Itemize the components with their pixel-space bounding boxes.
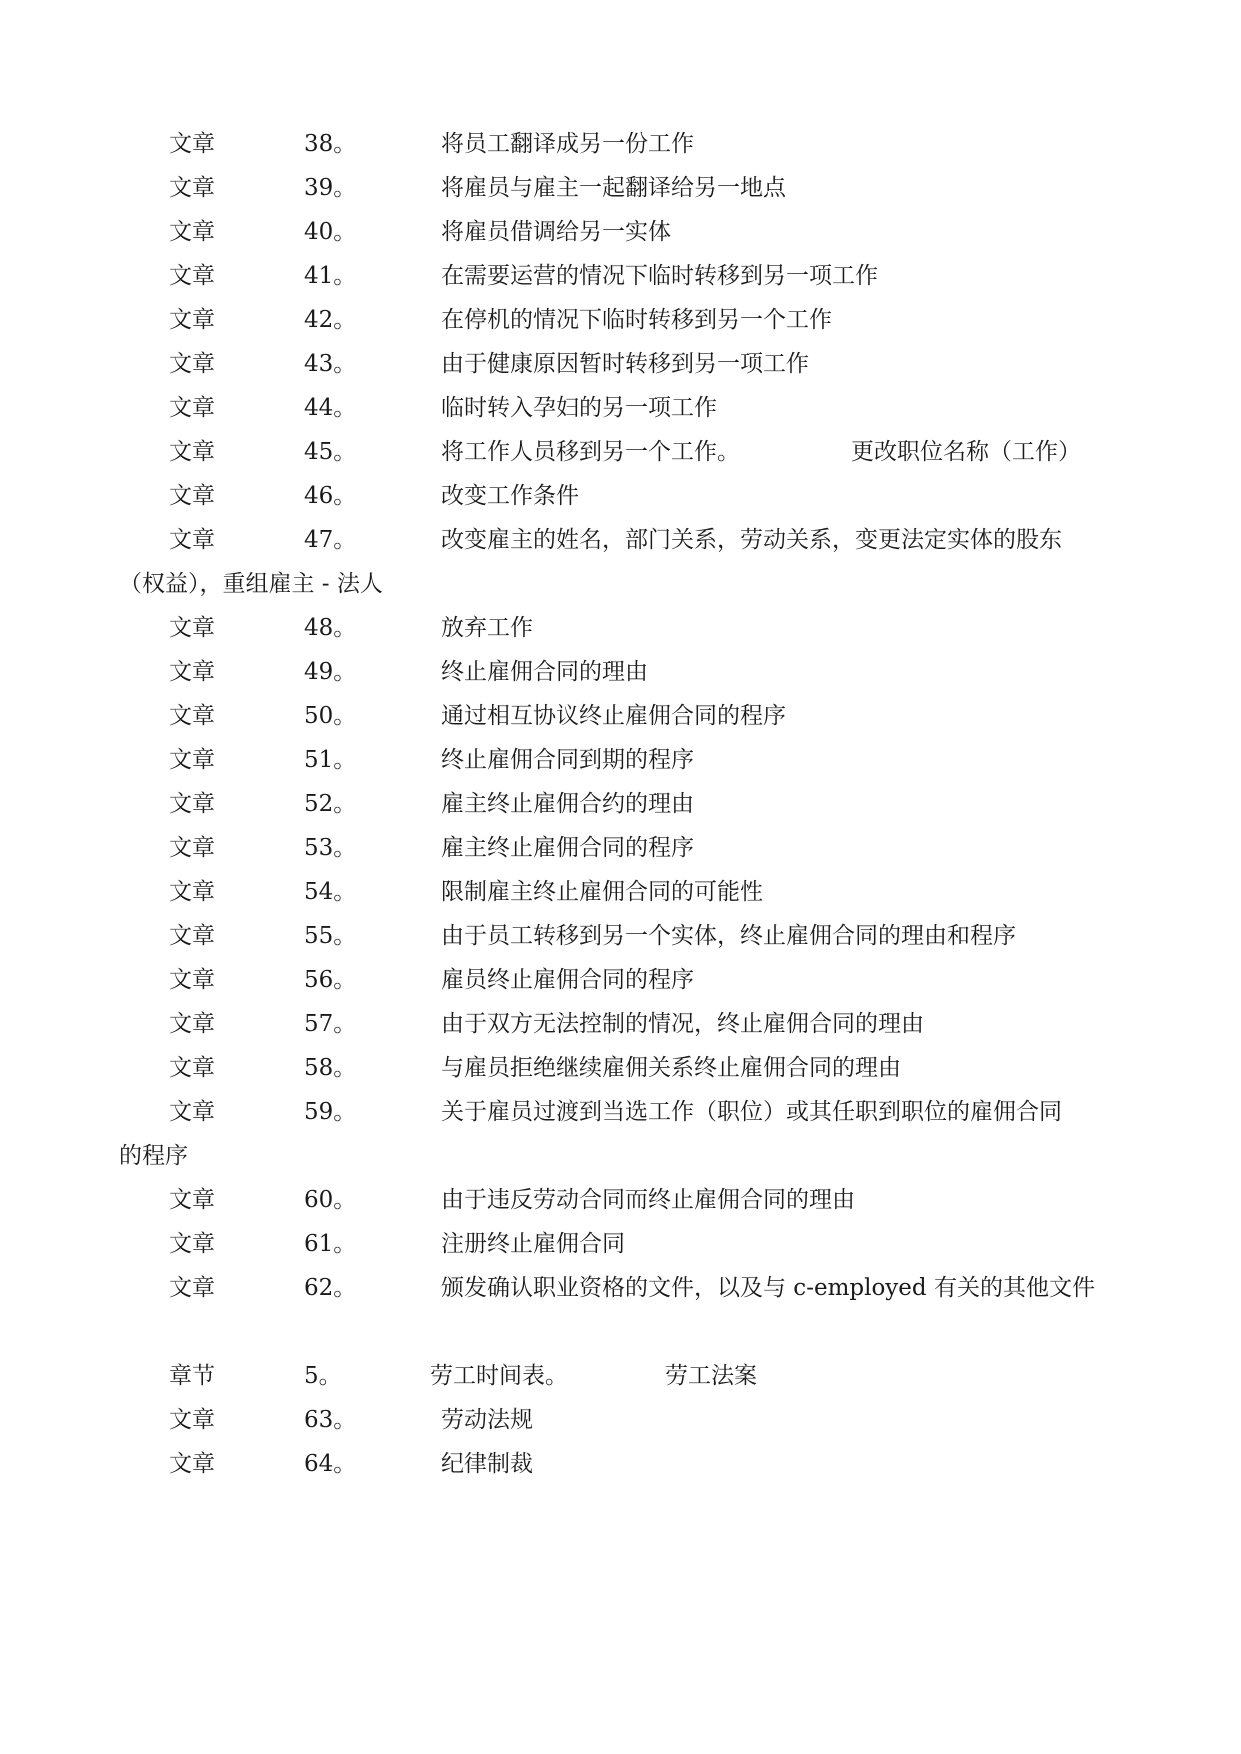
article-title: 纪律制裁 [441,1451,533,1477]
article-title: 由于双方无法控制的情况，终止雇佣合同的理由 [441,1011,924,1037]
chapter-label: 章节 [169,1363,215,1389]
article-label: 文章 [169,703,215,729]
article-number: 48。 [304,615,357,641]
article-title: 雇员终止雇佣合同的程序 [441,967,694,993]
list-item [0,212,1241,252]
article-number: 47。 [304,527,357,553]
article-label: 文章 [169,835,215,861]
list-item [0,256,1241,296]
chapter-heading [0,1356,1241,1396]
list-item [0,784,1241,824]
article-label: 文章 [169,131,215,157]
article-number: 64。 [304,1451,357,1477]
article-label: 文章 [169,175,215,201]
list-item [0,740,1241,780]
article-title: 与雇员拒绝继续雇佣关系终止雇佣合同的理由 [441,1055,901,1081]
article-label: 文章 [169,791,215,817]
article-label: 文章 [169,615,215,641]
list-item [0,1268,1241,1308]
article-label: 文章 [169,219,215,245]
chapter-number: 5。 [304,1363,342,1389]
article-subtitle: 更改职位名称（工作） [851,439,1081,465]
article-number: 49。 [304,659,357,685]
list-item [0,388,1241,428]
article-label: 文章 [169,1099,215,1125]
list-item [0,652,1241,692]
article-title: 雇主终止雇佣合同的程序 [441,835,694,861]
article-number: 57。 [304,1011,357,1037]
article-title: 将雇员借调给另一实体 [441,219,671,245]
article-number: 45。 [304,439,357,465]
article-number: 61。 [304,1231,357,1257]
article-title: 劳动法规 [441,1407,533,1433]
article-label: 文章 [169,659,215,685]
article-number: 44。 [304,395,357,421]
article-label: 文章 [169,1011,215,1037]
list-item [0,1224,1241,1264]
article-title: 雇主终止雇佣合约的理由 [441,791,694,817]
list-item [0,916,1241,956]
article-label: 文章 [169,351,215,377]
article-number: 56。 [304,967,357,993]
article-title-continuation: 的程序 [119,1143,188,1169]
article-number: 39。 [304,175,357,201]
article-title: 改变工作条件 [441,483,579,509]
article-number: 62。 [304,1275,357,1301]
article-label: 文章 [169,307,215,333]
list-item [0,300,1241,340]
article-number: 40。 [304,219,357,245]
article-label: 文章 [169,1187,215,1213]
list-item [0,608,1241,648]
list-item [0,872,1241,912]
article-title: 由于健康原因暂时转移到另一项工作 [441,351,809,377]
article-number: 63。 [304,1407,357,1433]
list-item [0,124,1241,164]
article-title: 通过相互协议终止雇佣合同的程序 [441,703,786,729]
article-label: 文章 [169,263,215,289]
article-number: 41。 [304,263,357,289]
article-number: 53。 [304,835,357,861]
list-item [0,1092,1241,1132]
list-item [0,960,1241,1000]
article-label: 文章 [169,1407,215,1433]
article-number: 60。 [304,1187,357,1213]
article-number: 58。 [304,1055,357,1081]
list-item [0,432,1241,472]
article-label: 文章 [169,1231,215,1257]
article-label: 文章 [169,1451,215,1477]
article-number: 43。 [304,351,357,377]
article-label: 文章 [169,923,215,949]
list-item [0,1444,1241,1484]
article-title-continuation: （权益），重组雇主 - 法人 [119,571,383,597]
article-number: 52。 [304,791,357,817]
article-label: 文章 [169,439,215,465]
article-title: 颁发确认职业资格的文件，以及与 c-employed 有关的其他文件 [441,1275,1095,1301]
list-item [0,344,1241,384]
article-title: 改变雇主的姓名，部门关系，劳动关系，变更法定实体的股东 [441,527,1062,553]
article-number: 55。 [304,923,357,949]
article-number: 51。 [304,747,357,773]
article-label: 文章 [169,747,215,773]
article-number: 46。 [304,483,357,509]
article-label: 文章 [169,1055,215,1081]
chapter-title: 劳工时间表。 [430,1363,568,1389]
list-item [0,1048,1241,1088]
article-title: 由于违反劳动合同而终止雇佣合同的理由 [441,1187,855,1213]
article-title: 将雇员与雇主一起翻译给另一地点 [441,175,786,201]
article-label: 文章 [169,967,215,993]
article-title: 终止雇佣合同的理由 [441,659,648,685]
article-number: 38。 [304,131,357,157]
article-label: 文章 [169,483,215,509]
article-label: 文章 [169,395,215,421]
article-title: 临时转入孕妇的另一项工作 [441,395,717,421]
article-title: 限制雇主终止雇佣合同的可能性 [441,879,763,905]
list-item [0,1400,1241,1440]
article-title: 注册终止雇佣合同 [441,1231,625,1257]
article-title: 由于员工转移到另一个实体，终止雇佣合同的理由和程序 [441,923,1016,949]
article-title: 在停机的情况下临时转移到另一个工作 [441,307,832,333]
list-item [0,1004,1241,1044]
article-title: 在需要运营的情况下临时转移到另一项工作 [441,263,878,289]
list-item [0,1180,1241,1220]
article-number: 54。 [304,879,357,905]
list-item [0,476,1241,516]
article-number: 42。 [304,307,357,333]
article-label: 文章 [169,879,215,905]
article-label: 文章 [169,527,215,553]
list-item [0,828,1241,868]
article-title: 将工作人员移到另一个工作。 [441,439,740,465]
list-item [0,696,1241,736]
article-title: 关于雇员过渡到当选工作（职位）或其任职到职位的雇佣合同 [441,1099,1062,1125]
list-item [0,520,1241,560]
article-number: 50。 [304,703,357,729]
chapter-subtitle: 劳工法案 [665,1363,757,1389]
article-title: 放弃工作 [441,615,533,641]
article-label: 文章 [169,1275,215,1301]
article-number: 59。 [304,1099,357,1125]
article-title: 将员工翻译成另一份工作 [441,131,694,157]
list-item [0,168,1241,208]
article-title: 终止雇佣合同到期的程序 [441,747,694,773]
